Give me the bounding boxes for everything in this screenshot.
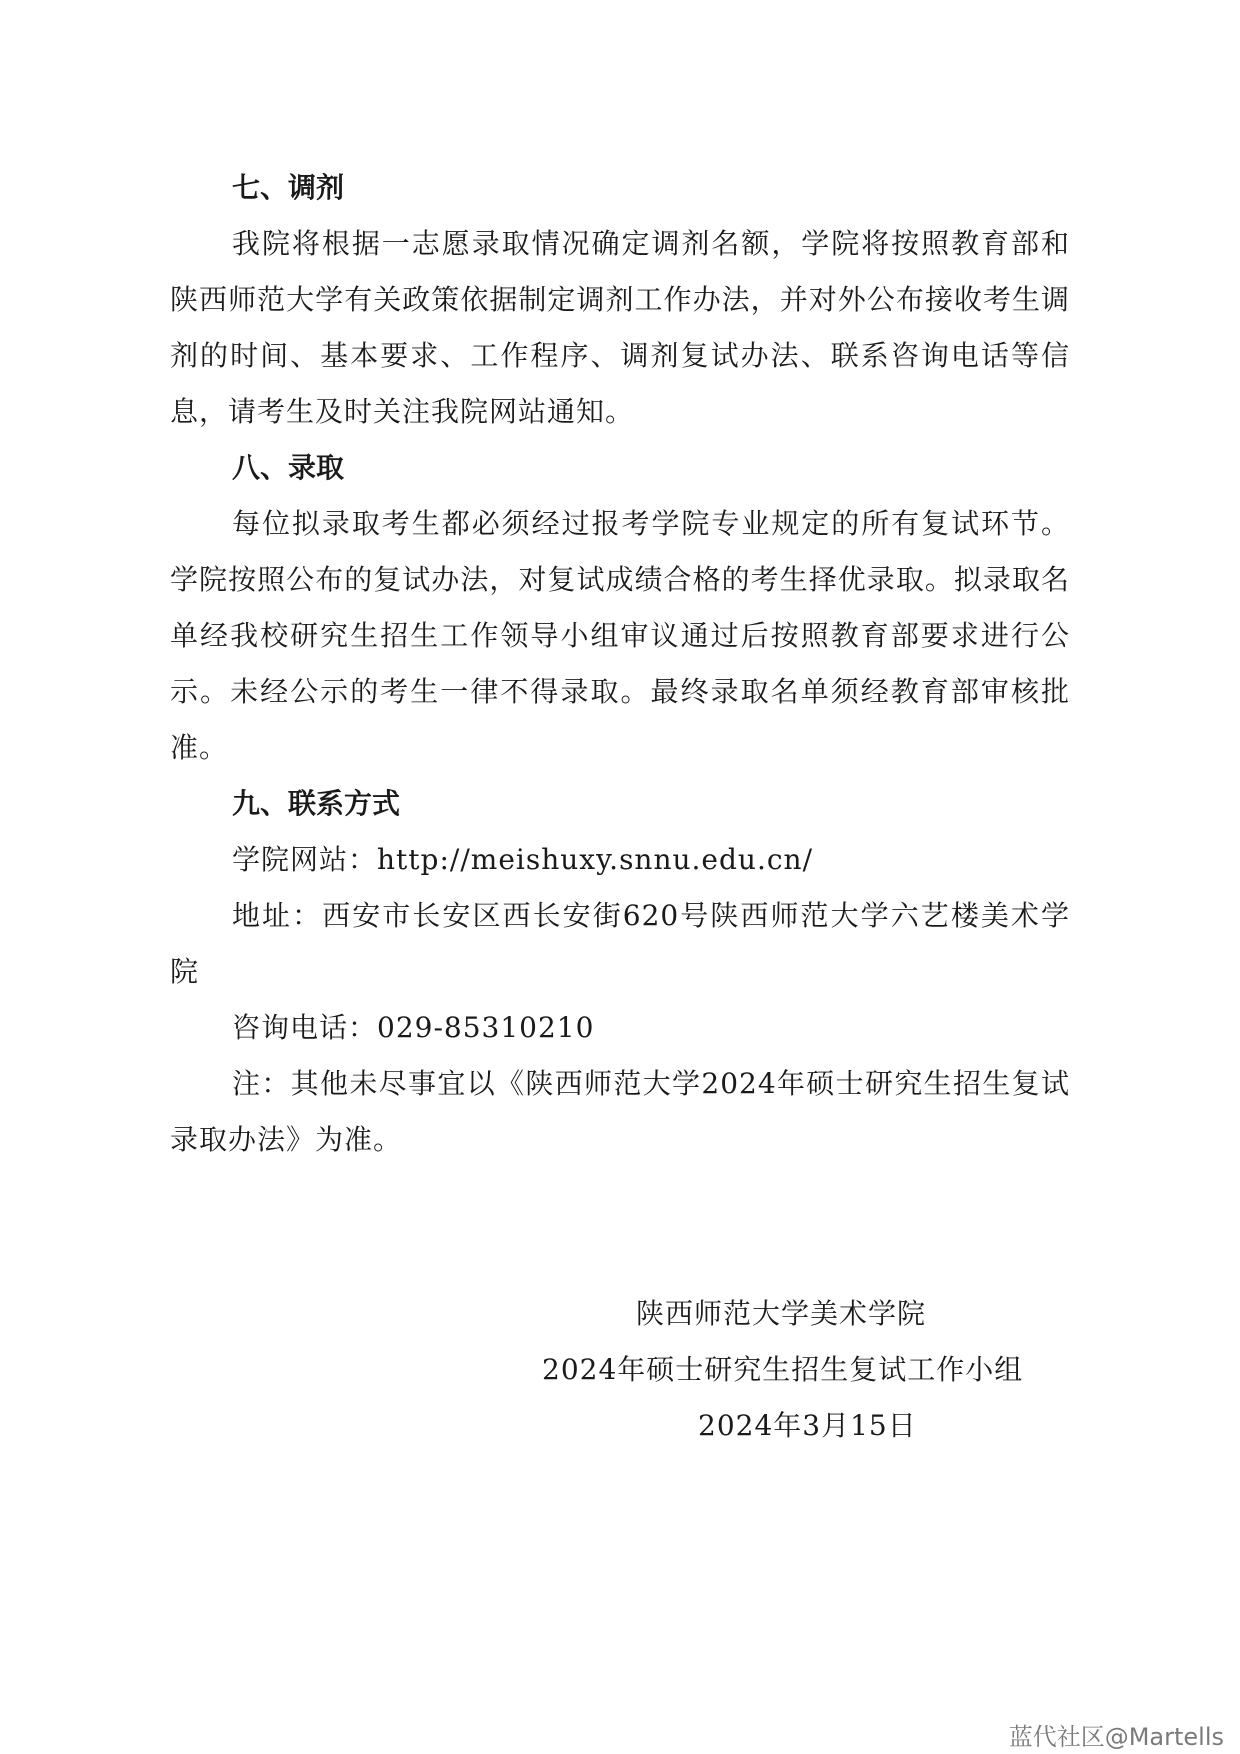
website-line: 学院网站：http://meishuxy.snnu.edu.cn/ <box>232 843 814 876</box>
section-contact <box>170 776 1070 1168</box>
paragraph: 每位拟录取考生都必须经过报考学院专业规定的所有复试环节。学院按照公布的复试办法，对复试成绩合格的考生择优录取。拟录取名单经我校研究生招生工作领导小组审议通过后按照教育部要求进行公示。未经公示的考生一律不得录取。最终录取名单须经教育部审核批准。 <box>170 507 1070 764</box>
paragraph: 我院将根据一志愿录取情况确定调剂名额，学院将按照教育部和陕西师范大学有关政策依据制定调剂工作办法，并对外公布接收考生调剂的时间、基本要求、工作程序、调剂复试办法、联系咨询电话等信息，请考生及时关注我院网站通知。 <box>170 227 1070 428</box>
signature-date: 2024年3月15日 <box>698 1409 917 1442</box>
signature-group: 2024年硕士研究生招生复试工作小组 <box>542 1353 1024 1386</box>
signature-college: 陕西师范大学美术学院 <box>636 1297 927 1330</box>
document-body <box>170 160 1070 1168</box>
section-heading: 九、联系方式 <box>232 787 401 820</box>
section-admission <box>170 440 1070 776</box>
section-adjustment <box>170 160 1070 440</box>
watermark: 蓝代社区@Martells <box>1008 1723 1224 1751</box>
section-heading: 七、调剂 <box>232 171 345 204</box>
section-heading: 八、录取 <box>232 451 345 484</box>
address-line: 地址：西安市长安区西长安街620号陕西师范大学六艺楼美术学院 <box>170 899 1070 988</box>
note-line: 注：其他未尽事宜以《陕西师范大学2024年硕士研究生招生复试录取办法》为准。 <box>170 1067 1070 1156</box>
phone-line: 咨询电话：029-85310210 <box>232 1011 595 1044</box>
